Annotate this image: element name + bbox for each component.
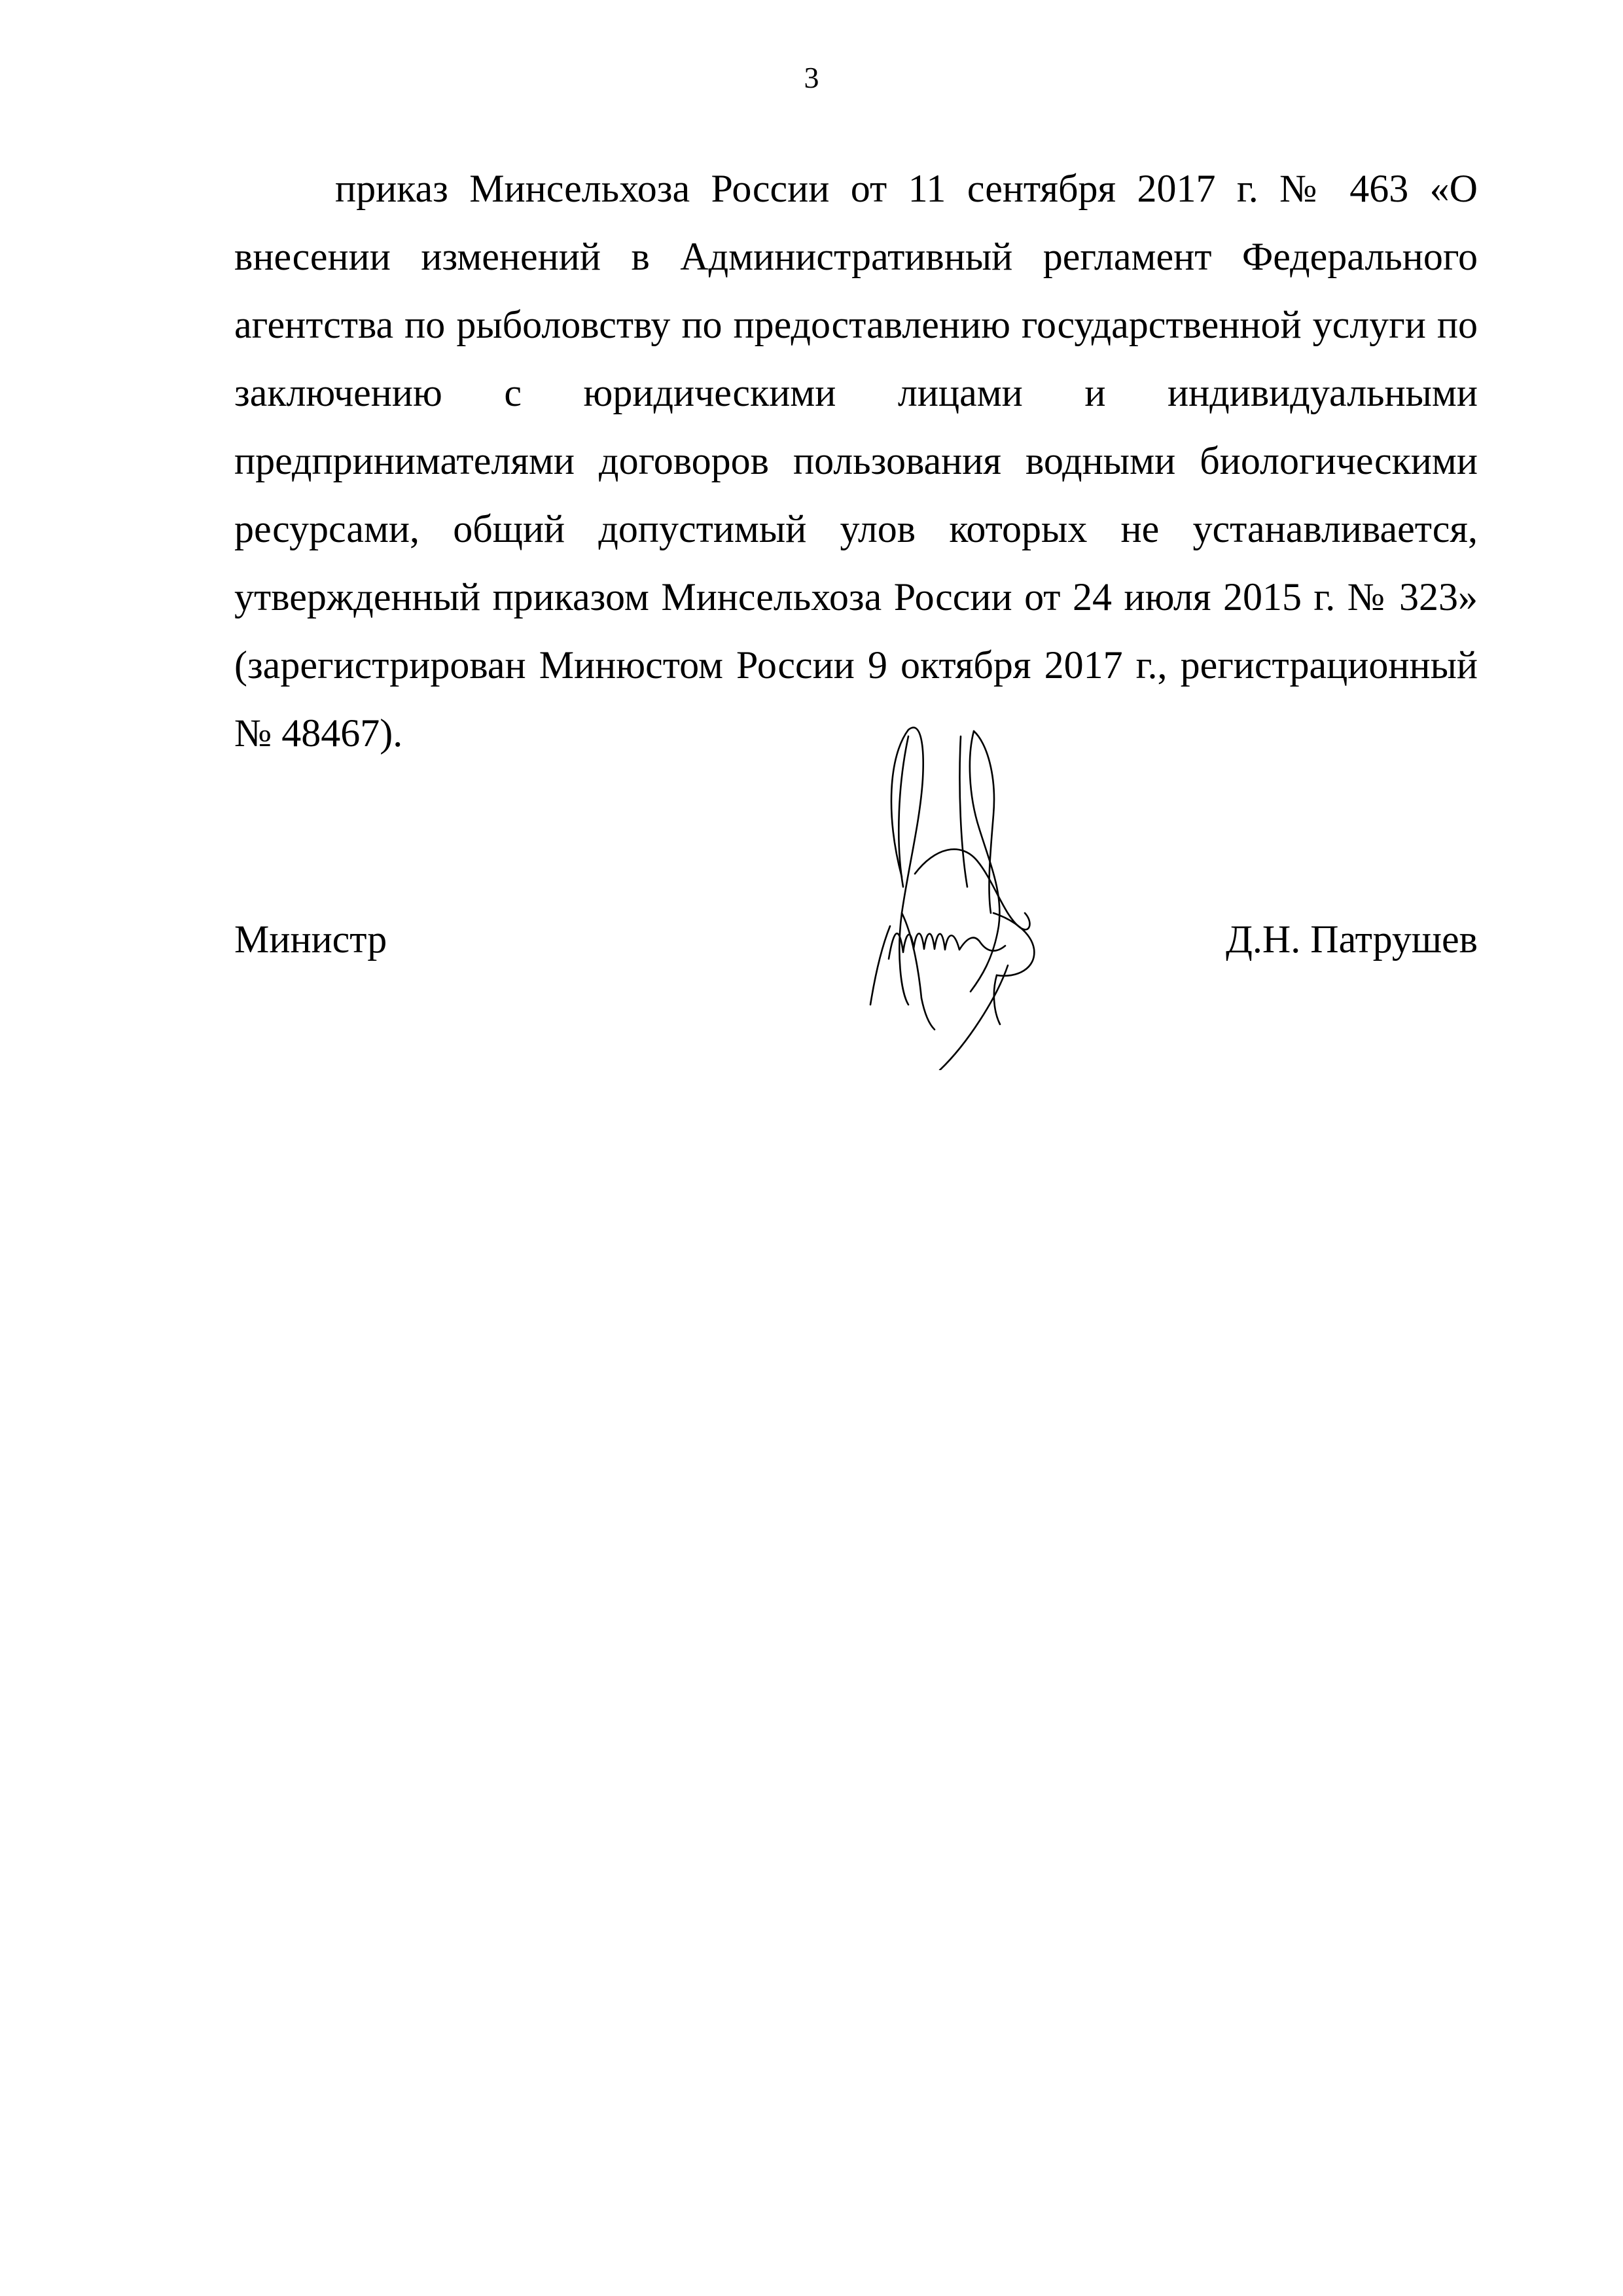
handwritten-signature xyxy=(863,717,1072,1070)
signer-title: Министр xyxy=(234,918,387,961)
signer-name: Д.Н. Патрушев xyxy=(1226,918,1478,961)
page-number: 3 xyxy=(804,61,819,94)
signature-block xyxy=(234,913,1478,965)
body-paragraph: приказ Минсельхоза России от 11 сентября 2017 г. № 463 «О внесении изменений в Административный регламент Федерального агентства по рыболовству по предоставлению государственной услуги по заключению с юридическими лицами и индивидуальными предпринимателями договоров пользования водными биологическими ресурсами, общий допустимый улов которых не устанавливается, утвержденный приказом Минсельхоза России от 24 июля 2015 г. № 323» (зарегистрирован Минюстом России 9 октября 2017 г., регистрационный № 48467). xyxy=(234,167,1478,755)
